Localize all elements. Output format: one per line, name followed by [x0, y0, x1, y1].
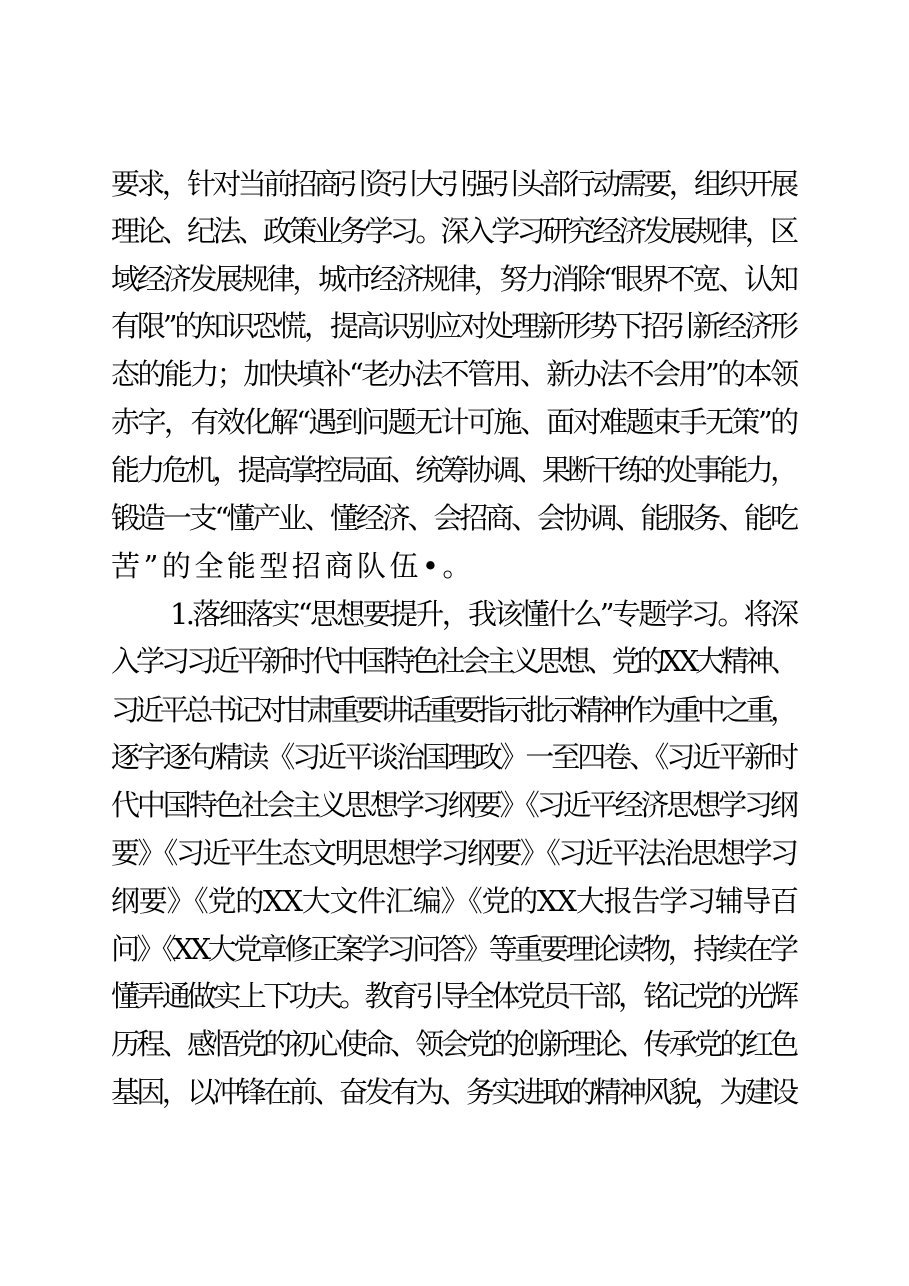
text-line-15: 要》《习近平生态文明思想学习纲要》《习近平法治思想学习 — [111, 836, 797, 870]
text-line-13: 逐字逐句精读《习近平谈治国理政》一至四卷、《习近平新时 — [111, 740, 796, 774]
text-line-18: 懂弄通做实上下功夫。教育引导全体党员干部，铭记党的光辉 — [111, 979, 796, 1013]
text-line-10: 1.落细落实“思想要提升，我该懂什么”专题学习。将深 — [170, 597, 797, 631]
text-line-17: 问》《XX大党章修正案学习问答》等重要理论读物，持续在学 — [111, 932, 796, 966]
text-line-5: 态的能力；加快填补“老办法不管用、新办法不会用”的本领 — [111, 357, 797, 391]
text-line-19: 历程、感悟党的初心使命、领会党的创新理论、传承党的红色 — [111, 1027, 796, 1061]
text-line-3: 域经济发展规律，城市经济规律，努力消除“眼界不宽、认知 — [111, 262, 796, 296]
text-line-20: 基因，以冲锋在前、奋发有为、务实进取的精神风貌，为建设 — [111, 1075, 796, 1109]
text-line-12: 习近平总书记对甘肃重要讲话重要指示批示精神作为重中之重， — [111, 693, 795, 727]
text-line-16: 纲要》《党的XX大文件汇编》《党的XX大报告学习辅导百 — [111, 884, 798, 918]
text-line-6: 赤字，有效化解“遇到问题无计可施、面对难题束手无策”的 — [111, 405, 797, 439]
text-line-9: 苦”的全能型招商队伍•。 — [111, 549, 475, 583]
text-line-7: 能力危机，提高掌控局面、统筹协调、果断干练的处事能力， — [111, 453, 796, 487]
text-line-14: 代中国特色社会主义思想学习纲要》《习近平经济思想学习纲 — [111, 788, 796, 822]
text-line-8: 锻造一支“懂产业、懂经济、会招商、会协调、能服务、能吃 — [111, 501, 796, 535]
text-line-4: 有限”的知识恐慌，提高识别应对处理新形势下招引新经济形 — [111, 309, 796, 343]
text-line-11: 入学习习近平新时代中国特色社会主义思想、党的XX大精神、 — [111, 644, 796, 678]
text-line-2: 理论、纪法、政策业务学习。深入学习研究经济发展规律，区 — [111, 214, 796, 248]
text-line-1: 要求，针对当前招商引资引大引强引头部行动需要，组织开展 — [111, 167, 796, 201]
